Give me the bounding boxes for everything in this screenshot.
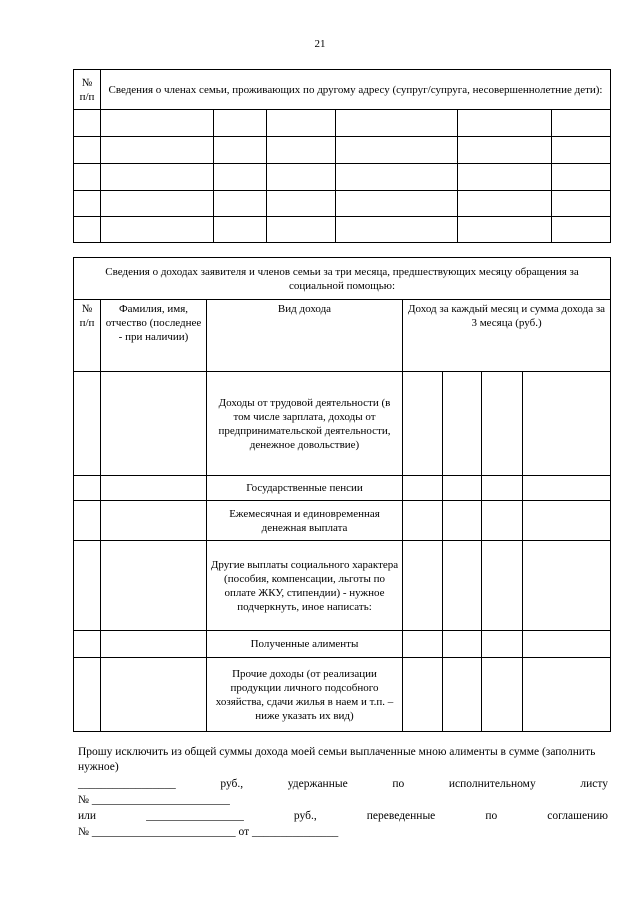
agreement-number-line[interactable]: № _________________________ от _______________ xyxy=(78,826,339,838)
income-table-title: Сведения о доходах заявителя и членов семьи за три месяца, предшествующих месяцу обращения за социальной помощью: xyxy=(74,258,611,300)
amount-blank[interactable]: _________________ xyxy=(78,778,176,790)
income-type-label: Другие выплаты социального характера (пособия, компенсации, льготы по оплате ЖКУ, стипендии) - нужное подчеркнуть, иное написать: xyxy=(207,541,403,631)
table-row xyxy=(74,541,611,631)
col-income-header: Доход за каждый месяц и сумма дохода за 3 месяца (руб.) xyxy=(403,300,611,372)
alimony-request-text: Прошу исключить из общей суммы дохода моей семьи выплаченные мною алименты в сумме (заполнить нужное) xyxy=(78,746,596,773)
alimony-line-2: или _________________ руб., переведенные по соглашению xyxy=(78,810,608,822)
writ-number-line[interactable]: № ________________________ xyxy=(78,794,230,806)
table-row xyxy=(74,658,611,732)
table-row xyxy=(74,191,611,217)
col-number-header: № п/п xyxy=(74,300,101,372)
table-row xyxy=(74,164,611,191)
income-type-label: Прочие доходы (от реализации продукции личного подсобного хозяйства, сдачи жилья в наем и т.п. – ниже указать их вид) xyxy=(207,658,403,732)
table-row xyxy=(74,501,611,541)
amount-blank[interactable]: _________________ xyxy=(146,810,244,822)
table-row xyxy=(74,217,611,243)
income-type-label: Полученные алименты xyxy=(207,631,403,658)
table-row xyxy=(74,137,611,164)
table-row xyxy=(74,110,611,137)
income-table xyxy=(73,257,611,732)
col-name-header: Фамилия, имя, отчество (последнее - при наличии) xyxy=(101,300,207,372)
family-members-table xyxy=(73,69,611,243)
table-row xyxy=(74,476,611,501)
col-income-type-header: Вид дохода xyxy=(207,300,403,372)
page-number: 21 xyxy=(314,38,326,50)
family-members-title: Сведения о членах семьи, проживающих по другому адресу (супруг/супруга, несовершеннолетние дети): xyxy=(101,70,611,110)
income-type-label: Доходы от трудовой деятельности (в том числе зарплата, доходы от предпринимательской деятельности, денежное довольствие) xyxy=(207,372,403,476)
col-number-header: № п/п xyxy=(74,70,101,110)
alimony-line-1: _________________ руб., удержанные по исполнительному листу xyxy=(78,778,608,790)
table-row xyxy=(74,372,611,476)
income-type-label: Государственные пенсии xyxy=(207,476,403,501)
income-type-label: Ежемесячная и единовременная денежная выплата xyxy=(207,501,403,541)
table-row xyxy=(74,631,611,658)
